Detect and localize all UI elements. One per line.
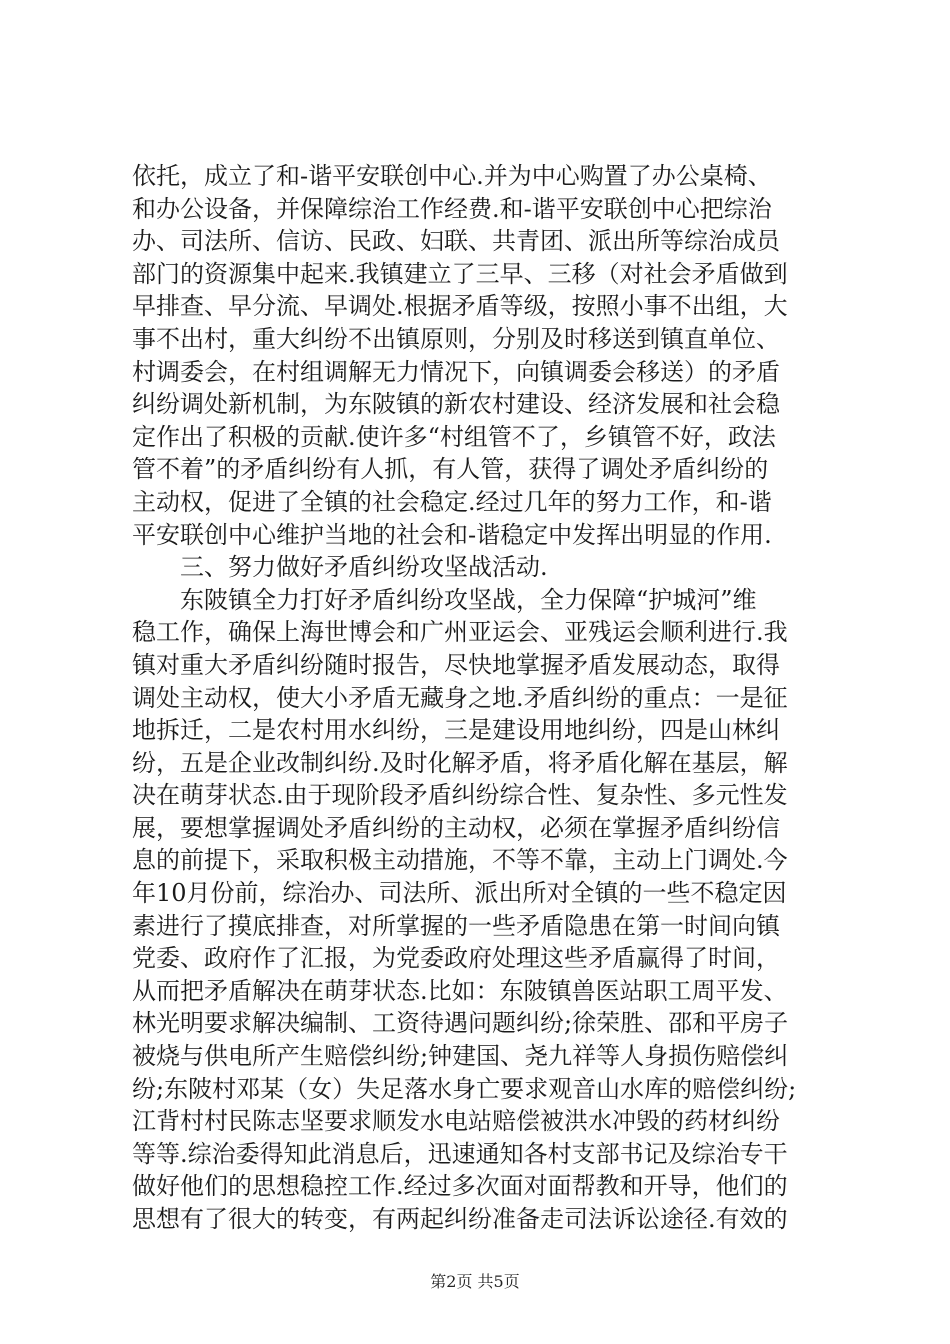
text-line: 纠纷调处新机制，为东陂镇的新农村建设、经济发展和社会稳: [132, 390, 780, 419]
page-number-footer: 第2页 共5页: [430, 1272, 520, 1291]
text-line: 定作出了积极的贡献.使许多“村组管不了，乡镇管不好，政法: [132, 422, 776, 451]
text-line: 和办公设备，并保障综治工作经费.和-谐平安联创中心把综治: [132, 194, 772, 223]
text-line: 党委、政府作了汇报，为党委政府处理这些矛盾赢得了时间，: [132, 944, 780, 973]
text-line: 息的前提下，采取积极主动措施，不等不靠，主动上门调处.今: [132, 846, 788, 875]
text-line: 被烧与供电所产生赔偿纠纷;钟建国、尧九祥等人身损伤赔偿纠: [132, 1042, 789, 1071]
text-line: 办、司法所、信访、民政、妇联、共青团、派出所等综治成员: [132, 227, 780, 256]
text-line: 思想有了很大的转变，有两起纠纷准备走司法诉讼途径.有效的: [132, 1205, 788, 1233]
text-line: 东陂镇全力打好矛盾纠纷攻坚战，全力保障“护城河”维: [132, 585, 757, 614]
text-line: 素进行了摸底排查，对所掌握的一些矛盾隐患在第一时间向镇: [132, 911, 780, 940]
text-line: 地拆迁，二是农村用水纠纷，三是建设用地纠纷，四是山林纠: [132, 716, 780, 745]
text-line: 从而把矛盾解决在萌芽状态.比如：东陂镇兽医站职工周平发、: [132, 976, 788, 1005]
text-line: 事不出村，重大纠纷不出镇原则，分别及时移送到镇直单位、: [132, 324, 780, 353]
text-line: 纷;东陂村邓某（女）失足落水身亡要求观音山水库的赔偿纠纷;: [132, 1074, 797, 1103]
text-line: 稳工作，确保上海世博会和广州亚运会、亚残运会顺利进行.我: [132, 618, 788, 647]
section-heading: 三、努力做好矛盾纠纷攻坚战活动.: [132, 553, 548, 582]
text-line: 纷，五是企业改制纠纷.及时化解矛盾，将矛盾化解在基层，解: [132, 748, 788, 777]
text-line: 部门的资源集中起来.我镇建立了三早、三移（对社会矛盾做到: [132, 259, 788, 288]
text-line: 平安联创中心维护当地的社会和-谐稳定中发挥出明显的作用.: [132, 520, 772, 549]
text-line: 决在萌芽状态.由于现阶段矛盾纠纷综合性、复杂性、多元性发: [132, 781, 788, 810]
text-line: 管不着”的矛盾纠纷有人抓，有人管，获得了调处矛盾纠纷的: [132, 455, 769, 484]
text-line: 年10月份前，综治办、司法所、派出所对全镇的一些不稳定因: [132, 879, 787, 908]
text-line: 做好他们的思想稳控工作.经过多次面对面帮教和开导，他们的: [132, 1172, 788, 1201]
document-body: [132, 160, 852, 1236]
text-line: 镇对重大矛盾纠纷随时报告，尽快地掌握矛盾发展动态，取得: [132, 650, 780, 679]
text-line: 江背村村民陈志坚要求顺发水电站赔偿被洪水冲毁的药材纠纷: [132, 1107, 780, 1136]
text-line: 村调委会，在村组调解无力情况下，向镇调委会移送）的矛盾: [132, 357, 780, 386]
text-line: 依托，成立了和-谐平安联创中心.并为中心购置了办公桌椅、: [132, 162, 772, 190]
text-line: 林光明要求解决编制、工资待遇问题纠纷;徐荣胜、邵和平房子: [132, 1009, 789, 1038]
text-line: 等等.综治委得知此消息后，迅速通知各村支部书记及综治专干: [132, 1139, 788, 1168]
text-line: 调处主动权，使大小矛盾无藏身之地.矛盾纠纷的重点：一是征: [132, 683, 788, 712]
text-line: 早排查、早分流、早调处.根据矛盾等级，按照小事不出组，大: [132, 292, 788, 321]
text-line: 主动权，促进了全镇的社会稳定.经过几年的努力工作，和-谐: [132, 487, 772, 516]
text-line: 展，要想掌握调处矛盾纠纷的主动权，必须在掌握矛盾纠纷信: [132, 813, 780, 842]
